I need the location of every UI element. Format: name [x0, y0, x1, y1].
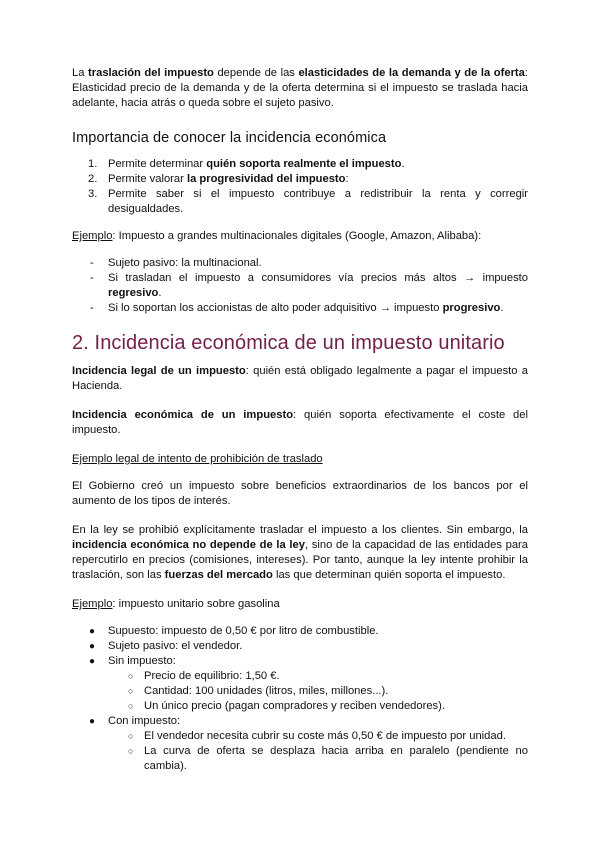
text-run: Supuesto: impuesto de 0,50 € por litro de combustible. [108, 625, 379, 637]
bold-term: elasticidades de la demanda y de la oferta [298, 67, 525, 79]
bank-tax-paragraph: El Gobierno creó un impuesto sobre beneficios extraordinarios de los bancos por el aumento de los tipos de interés. [72, 480, 528, 507]
list-item: ● Supuesto: impuesto de 0,50 € por litro de combustible. [89, 625, 379, 637]
list-number: 2. [88, 173, 98, 185]
example-heading-text: Ejemplo legal de intento de prohibición de traslado [72, 453, 323, 465]
sub-list-item: ○ Precio de equilibrio: 1,50 €. [128, 670, 280, 682]
list-number: 1. [88, 158, 98, 170]
text-run: El vendedor necesita cubrir su coste más 0,50 € de impuesto por unidad. [144, 730, 506, 742]
section-heading-importancia: Importancia de conocer la incidencia económica [72, 130, 387, 146]
text-run: : Elasticidad precio de la demanda y de la oferta determina si el impuesto se traslada hacia adelante, hacia atrás o queda sobre el sujeto pasivo. [72, 67, 528, 109]
text-run: Permite saber si el impuesto contribuye a redistribuir la renta y corregir desigualdades. [108, 188, 528, 215]
intro-paragraph [72, 66, 528, 111]
text-run: Sin impuesto: [108, 655, 176, 667]
text-run: . [158, 287, 162, 299]
legal-incidence-paragraph [72, 364, 528, 394]
text-run: . [401, 158, 405, 170]
bold-term: incidencia económica no depende de la ley [72, 539, 305, 551]
bold-term: fuerzas del mercado [164, 569, 273, 581]
list-item [72, 157, 528, 172]
list-item: ● Sin impuesto: ○ Precio de equilibrio: 1,50 €. ○ Cantidad: 100 unidades (litros, miles, millones...). ○ Un único precio (pagan compradores y reciben vendedores). [72, 654, 528, 714]
text-run: : Impuesto a grandes multinacionales digitales (Google, Amazon, Alibaba): [112, 230, 482, 242]
example-heading [72, 452, 528, 467]
list-item: - Si trasladan el impuesto a consumidores vía precios más altos → impuesto regresivo. [90, 272, 528, 299]
bold-term: quién soporta realmente el impuesto [206, 158, 402, 170]
sub-list-item: ○ Un único precio (pagan compradores y reciben vendedores). [128, 700, 445, 712]
example-label: Ejemplo [72, 230, 113, 242]
bold-term: la progresividad del impuesto [186, 173, 346, 185]
example-line [72, 229, 528, 244]
example-label: Ejemplo [72, 598, 113, 610]
sub-list [108, 729, 528, 774]
sub-list-item: ○ La curva de oferta se desplaza hacia arriba en paralelo (pendiente no cambia). [128, 745, 528, 772]
numbered-list [72, 157, 528, 217]
list-number: 3. [88, 188, 98, 200]
bold-term: Incidencia económica de un impuesto [72, 409, 294, 421]
list-item: - Sujeto pasivo: la multinacional. [90, 257, 262, 269]
text-run: La [72, 67, 89, 79]
text-run: : impuesto unitario sobre gasolina [112, 598, 280, 610]
sub-list-item: ○ Cantidad: 100 unidades (litros, miles, millones...). [128, 685, 389, 697]
text-run: . [500, 302, 504, 314]
text-run: En la ley se prohibió explícitamente trasladar el impuesto a los clientes. Sin embargo, la [72, 524, 528, 536]
text-run: Sujeto pasivo: la multinacional. [108, 257, 262, 269]
text-run: Con impuesto: [108, 715, 181, 727]
economic-incidence-paragraph [72, 408, 528, 438]
list-item: ● Sujeto pasivo: el vendedor. [89, 640, 243, 652]
section-heading-2: 2. Incidencia económica de un impuesto unitario [72, 332, 505, 354]
text-run: : quién está obligado legalmente a pagar el impuesto a Hacienda. [72, 365, 529, 392]
document-page [72, 66, 528, 774]
text-run: las que determinan quién soporta el impuesto. [272, 569, 506, 581]
text-run: , sino de la capacidad de las entidades para repercutirlo en precios (comisiones, intereses). Por tanto, aunque la ley intente prohibir la traslación, son las [72, 539, 529, 581]
text-run: Cantidad: 100 unidades (litros, miles, millones...). [144, 685, 389, 697]
list-item: - Si lo soportan los accionistas de alto poder adquisitivo → impuesto progresivo. [90, 302, 504, 314]
list-item [72, 187, 528, 217]
text-run: : quién soporta efectivamente el coste del impuesto. [72, 409, 528, 436]
text-run: depende de las [213, 67, 299, 79]
bold-term: regresivo [108, 287, 159, 299]
text-run: Un único precio (pagan compradores y reciben vendedores). [144, 700, 445, 712]
text-run: La curva de oferta se desplaza hacia arriba en paralelo (pendiente no cambia). [144, 745, 528, 772]
text-run: Si lo soportan los accionistas de alto poder adquisitivo → impuesto [108, 302, 443, 314]
dash-list [72, 256, 528, 316]
text-run: Precio de equilibrio: 1,50 €. [144, 670, 280, 682]
bold-term: progresivo [442, 302, 501, 314]
sub-list-item: ○ El vendedor necesita cubrir su coste más 0,50 € de impuesto por unidad. [128, 730, 506, 742]
example-line-gasolina [72, 597, 528, 612]
bold-term: Incidencia legal de un impuesto [72, 365, 246, 377]
list-item: ● Con impuesto: ○ El vendedor necesita cubrir su coste más 0,50 € de impuesto por unidad. ○ La curva de oferta se desplaza hacia arriba en paralelo (pendiente no cambia). [72, 714, 528, 774]
bullet-list [72, 624, 528, 774]
bold-term: traslación del impuesto [88, 67, 214, 79]
text-run: : [345, 173, 349, 185]
law-paragraph [72, 523, 528, 583]
text-run: Si trasladan el impuesto a consumidores vía precios más altos → impuesto [108, 272, 528, 284]
text-run: Permite valorar [108, 173, 187, 185]
sub-list [108, 669, 528, 714]
text-run: Permite determinar [108, 158, 207, 170]
text-run: Sujeto pasivo: el vendedor. [108, 640, 243, 652]
list-item [72, 172, 528, 187]
